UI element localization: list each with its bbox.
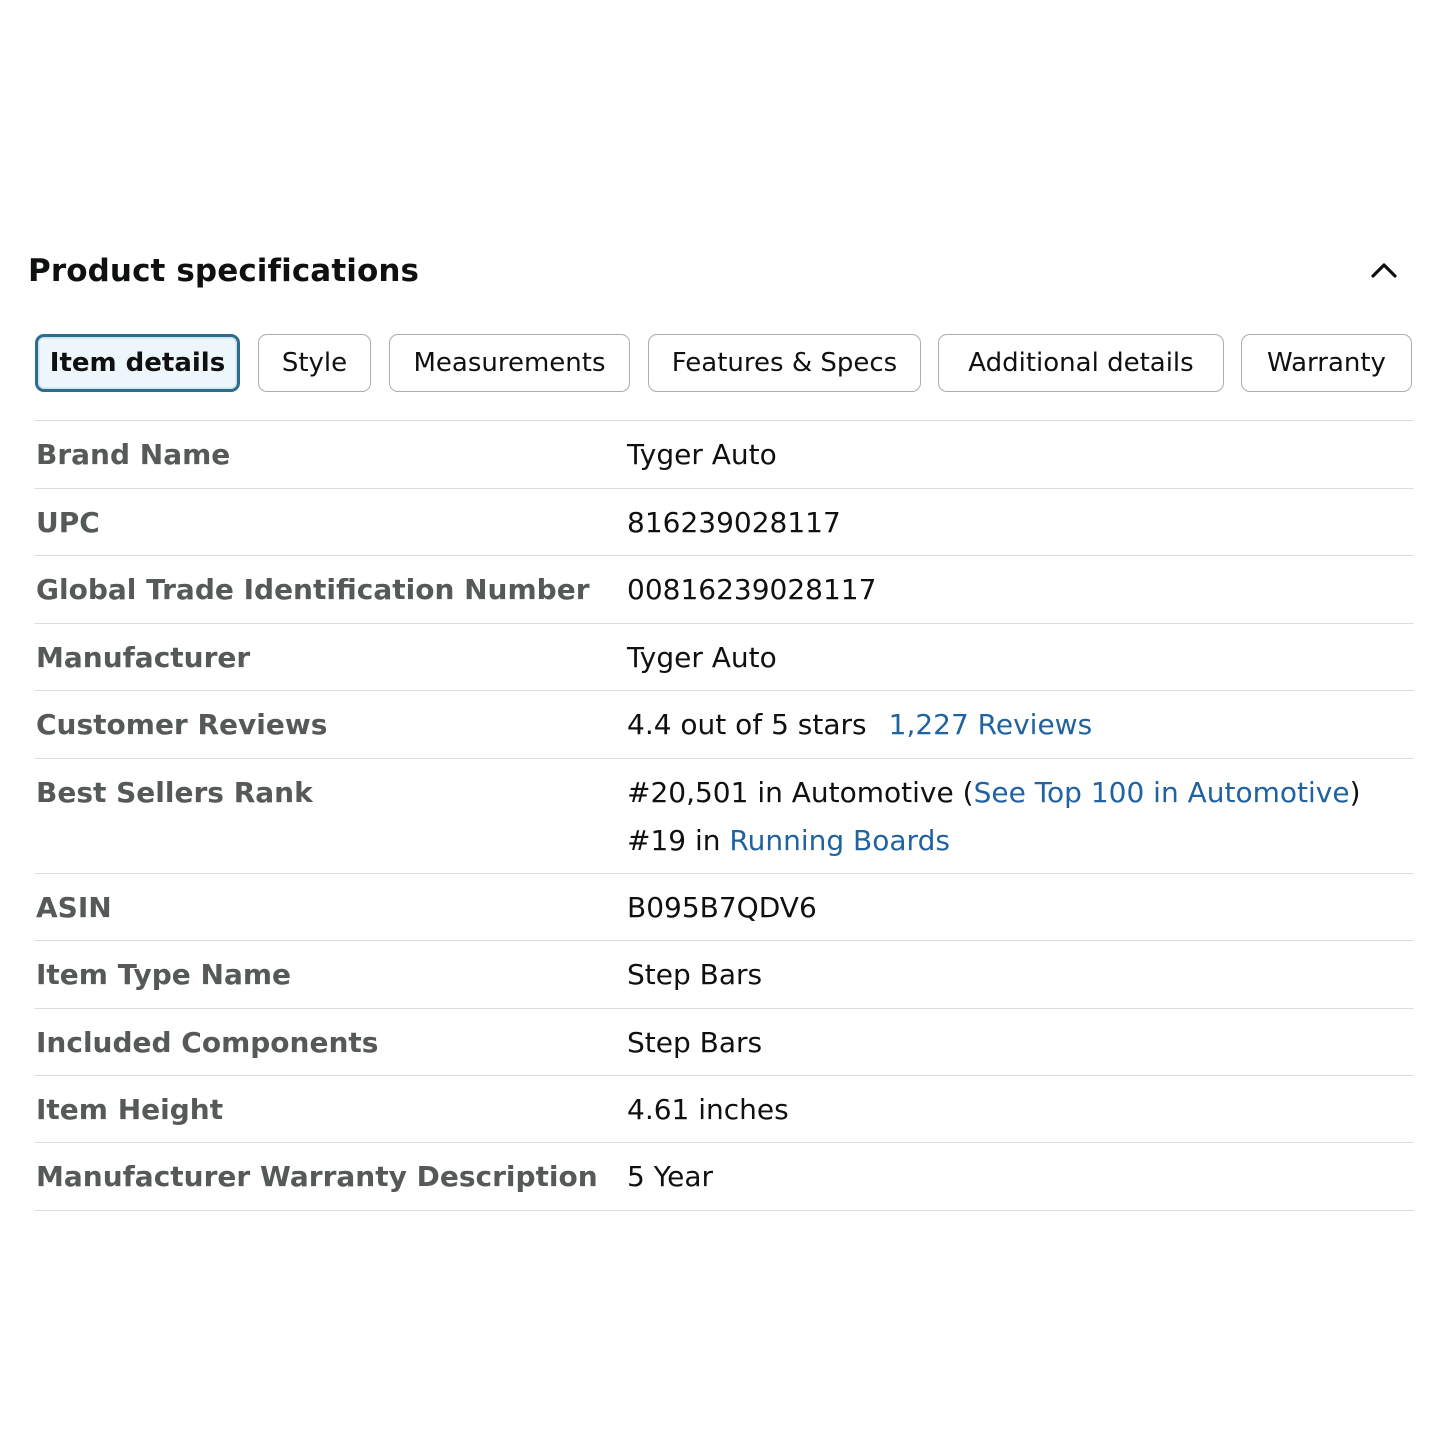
spec-key: Item Height: [36, 1093, 224, 1126]
section-title: Product specifications: [28, 253, 420, 289]
tab-item-details[interactable]: Item details: [35, 334, 240, 392]
tab-warranty[interactable]: Warranty: [1241, 334, 1412, 392]
spec-value: Tyger Auto: [627, 641, 777, 674]
tab-additional-details[interactable]: Additional details: [938, 334, 1224, 392]
spec-key: Manufacturer: [36, 641, 251, 674]
top-100-automotive-link[interactable]: See Top 100 in Automotive: [973, 776, 1350, 809]
rating-text: 4.4 out of 5 stars: [627, 708, 867, 741]
spec-value-line-2: [627, 824, 950, 857]
spec-key: Included Components: [36, 1026, 379, 1059]
spec-key: Item Type Name: [36, 958, 292, 991]
spec-value-line-1: [627, 776, 1361, 809]
spec-row-included-components: [35, 1009, 1414, 1076]
spec-value: 4.61 inches: [627, 1093, 789, 1126]
tab-style[interactable]: Style: [258, 334, 371, 392]
spec-value: 5 Year: [627, 1160, 713, 1193]
spec-table: [35, 420, 1414, 1211]
spec-key: Global Trade Identification Number: [36, 573, 590, 606]
spec-row-customer-reviews: [35, 691, 1414, 759]
rank-text: #19 in: [627, 824, 730, 857]
spec-value: Step Bars: [627, 1026, 763, 1059]
chevron-up-icon: [1370, 260, 1398, 280]
spec-key: Best Sellers Rank: [36, 776, 313, 809]
spec-tabs: [35, 334, 1415, 392]
rank-text-close: ): [1349, 776, 1361, 809]
spec-key: Manufacturer Warranty Description: [36, 1160, 598, 1193]
tab-features-specs[interactable]: Features & Specs: [648, 334, 921, 392]
spec-key: Brand Name: [36, 438, 231, 471]
spec-row-item-height: [35, 1076, 1414, 1143]
spec-value: Step Bars: [627, 958, 763, 991]
reviews-link[interactable]: 1,227 Reviews: [888, 708, 1093, 741]
spec-value: Tyger Auto: [627, 438, 777, 471]
spec-row-asin: [35, 874, 1414, 941]
rank-text: #20,501 in Automotive (: [627, 776, 974, 809]
spec-key: Customer Reviews: [36, 708, 328, 741]
spec-value: 816239028117: [627, 506, 841, 539]
spec-row-item-type-name: [35, 941, 1414, 1009]
tab-measurements[interactable]: Measurements: [389, 334, 630, 392]
spec-row-brand-name: [35, 421, 1414, 489]
spec-row-manufacturer: [35, 624, 1414, 691]
running-boards-link[interactable]: Running Boards: [729, 824, 950, 857]
spec-row-gtin: [35, 556, 1414, 624]
spec-row-best-sellers-rank: [35, 759, 1414, 874]
spec-row-warranty-description: [35, 1143, 1414, 1211]
collapse-button[interactable]: [1366, 252, 1402, 288]
spec-value: [627, 708, 1092, 741]
spec-row-upc: [35, 489, 1414, 556]
spec-key: ASIN: [36, 891, 112, 924]
section-header: [28, 248, 1412, 298]
spec-key: UPC: [36, 506, 100, 539]
spec-value: B095B7QDV6: [627, 891, 817, 924]
spec-value: 00816239028117: [627, 573, 877, 606]
